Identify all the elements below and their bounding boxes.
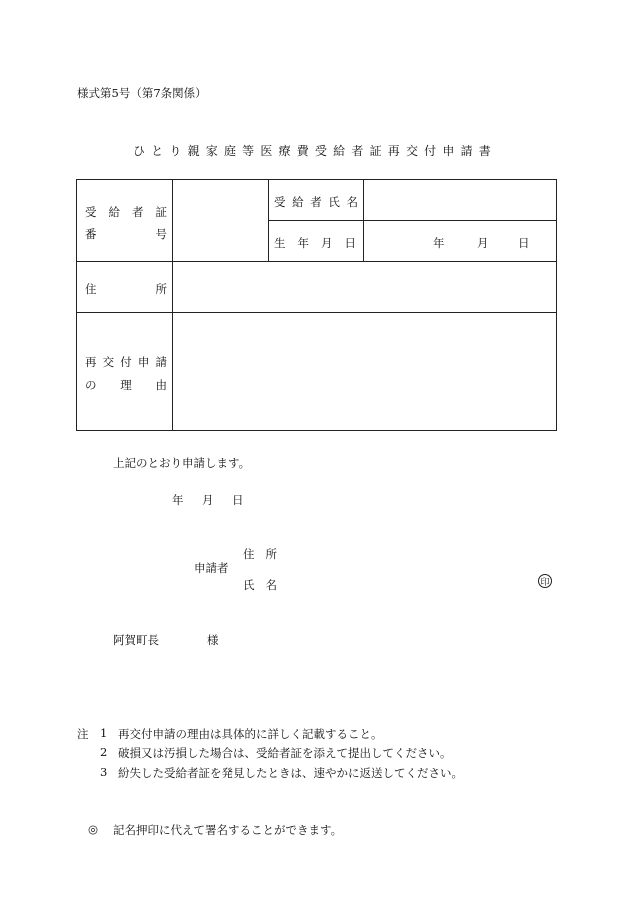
footnote-mark-icon: ◎ [88, 822, 99, 836]
note-number: 3 [100, 765, 108, 779]
recipient-name-field[interactable] [365, 182, 554, 219]
date-year-unit: 年 [172, 493, 184, 507]
cert-number-label-line1: 受 給 者 証 [85, 205, 167, 219]
form-number: 様式第5号（第7条関係） [77, 86, 207, 100]
document-title: ひとり親家庭等医療費受給者証再交付申請書 [132, 144, 497, 158]
col-divider [172, 180, 173, 430]
birth-month-unit: 月 [477, 236, 489, 250]
address-label: 住 所 [85, 282, 167, 296]
statement-text: 上記のとおり申請します。 [113, 456, 251, 470]
reason-field[interactable] [174, 315, 554, 428]
note-text: 紛失した受給者証を発見したときは、速やかに返送してください。 [118, 766, 463, 780]
application-table [76, 179, 557, 431]
address-field[interactable] [174, 264, 554, 310]
applicant-name-label: 氏 名 [243, 578, 277, 592]
col-divider [268, 180, 269, 261]
row-divider [77, 261, 556, 262]
reason-label-line1: 再 交 付 申 請 [85, 355, 167, 369]
notes-prefix: 注 [77, 727, 89, 741]
cert-number-label-line2: 番 号 [85, 227, 167, 241]
note-number: 2 [100, 745, 108, 759]
reason-label-line2: の 理 由 [85, 378, 167, 392]
applicant-address-label: 住 所 [243, 547, 277, 561]
row-divider [268, 220, 556, 221]
birth-year-unit: 年 [433, 236, 445, 250]
col-divider [363, 180, 364, 261]
applicant-label: 申請者 [194, 561, 229, 575]
footnote-text: 記名押印に代えて署名することができます。 [113, 823, 343, 837]
birth-day-unit: 日 [518, 236, 530, 250]
date-day-unit: 日 [232, 493, 244, 507]
seal-mark-icon: 印 [538, 574, 552, 588]
cert-number-field[interactable] [174, 182, 267, 260]
addressee-honorific: 様 [207, 633, 219, 647]
addressee-name: 阿賀町長 [113, 633, 159, 647]
note-number: 1 [100, 726, 108, 740]
row-divider [77, 312, 556, 313]
recipient-name-label: 受 給 者 氏 名 [274, 195, 358, 209]
note-text: 破損又は汚損した場合は、受給者証を添えて提出してください。 [118, 746, 452, 760]
birth-date-label: 生 年 月 日 [274, 236, 356, 250]
date-month-unit: 月 [202, 493, 214, 507]
note-text: 再交付申請の理由は具体的に詳しく記載すること。 [118, 727, 383, 741]
